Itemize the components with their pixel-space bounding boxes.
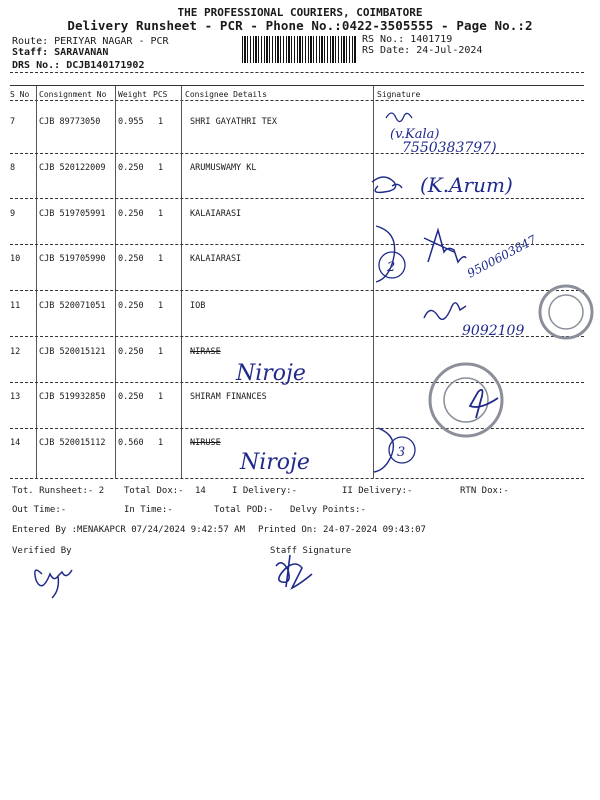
handwritten-phone-row10: 9500603847 (464, 232, 539, 281)
row-weight: 0.955 (118, 117, 144, 127)
handwritten-name-row8: (K.Arum) (420, 173, 513, 197)
col-pcs: PCS (153, 90, 168, 99)
staff-label: Staff: (12, 47, 49, 58)
row-weight: 0.560 (118, 438, 144, 448)
row-consignment: CJB 520071051 (39, 301, 106, 311)
row-sno: 14 (10, 438, 21, 448)
col-sno: S No (10, 90, 30, 99)
row-weight: 0.250 (118, 163, 144, 173)
total-dox-label: Total Dox:- (124, 486, 184, 496)
signature-row12 (235, 361, 306, 386)
ii-delivery: II Delivery:- (342, 486, 413, 496)
row-consignment: CJB 519932850 (39, 392, 106, 402)
handwritten-number-row14: 3 (397, 445, 406, 460)
row-pcs: 1 (158, 301, 164, 311)
handwritten-name-row7: (v.Kala) (390, 127, 440, 142)
row-pcs: 1 (158, 117, 164, 127)
row-weight: 0.250 (118, 209, 144, 219)
staff-value: SARAVANAN (54, 47, 109, 58)
row-sno: 12 (10, 347, 21, 357)
delvy-points: Delvy Points:- (290, 505, 366, 515)
signature-row9-10 (376, 226, 539, 282)
rs-date-label: RS Date: (362, 45, 411, 56)
row-consignee: ARUMUSWAMY KL (190, 163, 257, 173)
drs-label: DRS No.: (12, 60, 61, 71)
col-consignment: Consignment No (39, 90, 107, 99)
verified-signature (35, 570, 72, 598)
row-pcs: 1 (158, 254, 164, 264)
row-weight: 0.250 (118, 254, 144, 264)
row-consignment: CJB 89773050 (39, 117, 101, 127)
row-pcs: 1 (158, 163, 164, 173)
handwritten-number-row9: 2 (387, 260, 396, 275)
row-weight: 0.250 (118, 301, 144, 311)
row-consignee: SHRI GAYATHRI TEX (190, 117, 277, 127)
row-sno: 10 (10, 254, 21, 264)
runsheet-title: Delivery Runsheet - PCR - Phone No.:0422-3505555 - Page No.:2 (67, 18, 533, 33)
in-time: In Time:- (124, 505, 173, 515)
row-pcs: 1 (158, 347, 164, 357)
rs-no-value: 1401719 (410, 34, 453, 45)
row-sno: 9 (10, 209, 16, 219)
row-pcs: 1 (158, 438, 164, 448)
row-consignment: CJB 520015121 (39, 347, 106, 357)
row-consignment: CJB 519705991 (39, 209, 106, 219)
row-sno: 11 (10, 301, 21, 311)
rs-date-value: 24-Jul-2024 (416, 45, 483, 56)
row-consignee: KALAIARASI (190, 254, 242, 264)
row-consignee: SHIRAM FINANCES (190, 392, 267, 402)
rs-no-label: RS No.: (362, 34, 405, 45)
row-consignment: CJB 520122009 (39, 163, 106, 173)
row-sno: 7 (10, 117, 16, 127)
col-weight: Weight (118, 90, 147, 99)
entered-by: Entered By :MENAKAPCR 07/24/2024 9:42:57 AM (12, 525, 245, 535)
signature-row8 (372, 173, 513, 197)
handwritten-name-row12: Niroje (236, 361, 306, 386)
signature-row14 (239, 428, 415, 475)
row-consignee: NIRASE (190, 347, 221, 357)
route-value: PERIYAR NAGAR - PCR (54, 36, 169, 47)
staff-signature-label: Staff Signature (270, 546, 352, 556)
i-delivery: I Delivery:- (232, 486, 298, 496)
handwritten-phone-row7: 7550383797) (402, 140, 497, 156)
drs-value: DCJB140171902 (66, 60, 145, 71)
staff-signature-ink (276, 555, 312, 588)
route-label: Route: (12, 36, 49, 47)
row-consignee: NIRUSE (190, 438, 221, 448)
row-consignment: CJB 520015112 (39, 438, 106, 448)
printed-on: Printed On: 24-07-2024 09:43:07 (258, 525, 426, 535)
col-signature: Signature (377, 90, 421, 99)
row-weight: 0.250 (118, 347, 144, 357)
rtn-dox: RTN Dox:- (460, 486, 509, 496)
row-consignee: KALAIARASI (190, 209, 242, 219)
signature-row13 (430, 364, 502, 436)
row-sno: 13 (10, 392, 21, 402)
bank-stamp (540, 286, 592, 338)
col-consignee: Consignee Details (185, 90, 267, 99)
signature-row11 (424, 286, 592, 339)
row-pcs: 1 (158, 209, 164, 219)
total-dox-value: 14 (195, 486, 206, 496)
company-stamp (430, 364, 502, 436)
out-time: Out Time:- (12, 505, 67, 515)
handwritten-name-row14: Niroje (240, 450, 310, 475)
row-pcs: 1 (158, 392, 164, 402)
company-title: THE PROFESSIONAL COURIERS, COIMBATORE (177, 6, 423, 19)
tot-runsheet: Tot. Runsheet:- 2 (12, 486, 105, 496)
row-consignee: IOB (190, 301, 206, 311)
row-sno: 8 (10, 163, 16, 173)
signature-row7 (386, 113, 497, 156)
verified-by: Verified By (12, 546, 72, 556)
row-weight: 0.250 (118, 392, 144, 402)
handwritten-phone-row11: 9092109 (462, 323, 525, 339)
total-pod: Total POD:- (214, 505, 274, 515)
row-consignment: CJB 519705990 (39, 254, 106, 264)
